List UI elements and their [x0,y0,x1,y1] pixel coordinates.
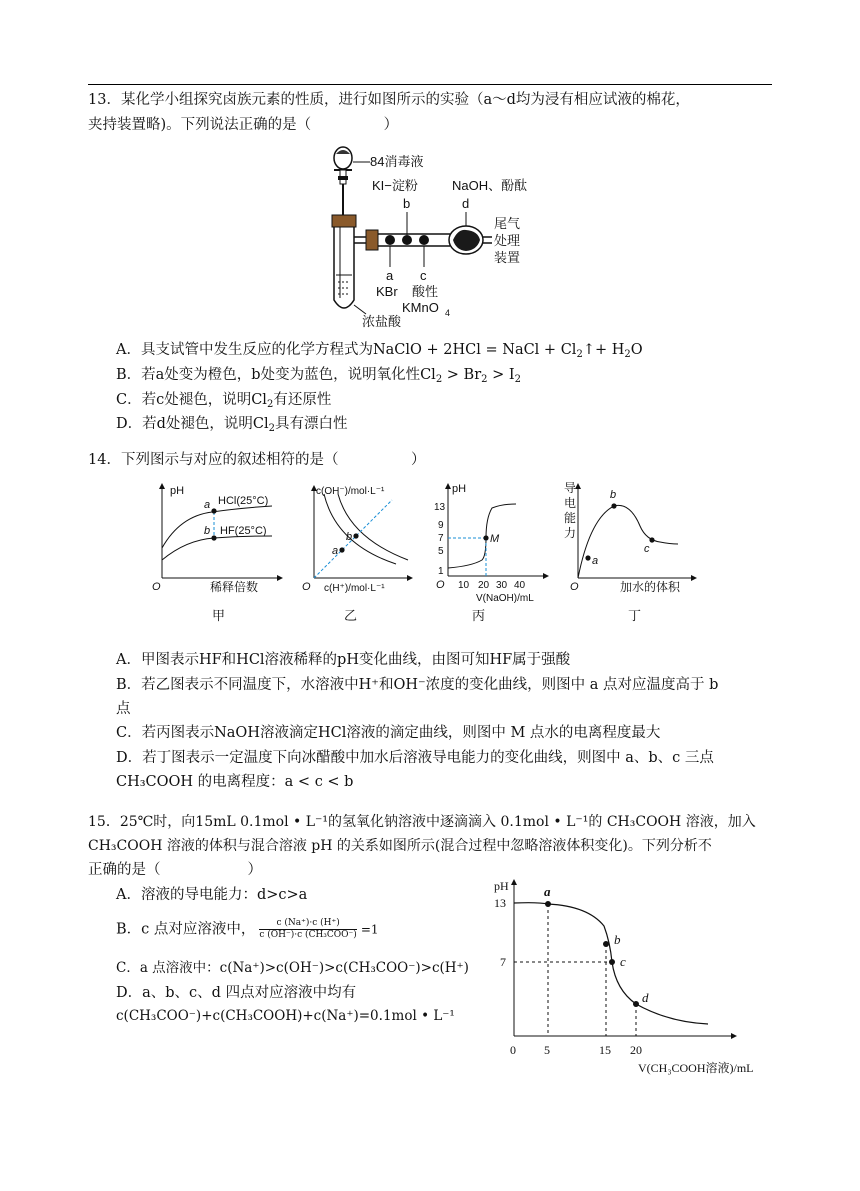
jia-hf-label: HF(25°C) [220,525,267,537]
q15-x0: 0 [510,1043,516,1057]
q15-option-c: C．a 点溶液中：c(Na⁺)>c(OH⁻)>c(CH₃COO⁻)>c(H⁺) [116,960,469,976]
jia-point-b: b [204,525,211,537]
header-rule [88,84,772,85]
label-ki-starch: KI−淀粉 [372,178,418,193]
q15-stem-line3: 正确的是（ ） [88,862,262,878]
ding-xlabel: 加水的体积 [620,580,681,594]
bing-y9: 9 [438,520,444,531]
label-kmno4: KMnO [402,300,439,315]
label-tail-2: 处理 [494,233,521,248]
q13-apparatus-figure [310,140,550,330]
q15-point-c: c [620,954,626,969]
q14-caption-ding: 丁 [628,609,642,624]
bing-origin: O [436,579,445,591]
label-kbr: KBr [376,284,398,299]
label-tail-3: 装置 [494,250,521,265]
q14-caption-yi: 乙 [344,609,358,624]
label-acidic: 酸性 [412,284,439,299]
q14-option-d-line2: CH₃COOH 的电离程度：a < c < b [116,774,354,790]
bing-x30: 30 [496,580,508,591]
q15-stem-line2: CH₃COOH 溶液的体积与混合溶液 pH 的关系如图所示(混合过程中忽略溶液体积变化)。下列分析不 [88,838,712,854]
q15-option-d-line2: c(CH₃COO⁻)+c(CH₃COOH)+c(Na⁺)=0.1mol • L⁻¹ [116,1008,455,1024]
q15-option-d-line1: D．a、b、c、d 四点对应溶液中均有 [116,985,357,1001]
q13-option-c: C．若c处褪色，说明$Cl_2$有还原性 [116,392,332,410]
label-84-disinfectant: 84消毒液 [370,154,424,169]
label-conc-hcl: 浓盐酸 [362,314,402,329]
label-b: b [403,196,411,211]
q15-y7: 7 [500,955,506,969]
q15-option-b: B．c 点对应溶液中， $\frac{c (Na^+)\cdot c (H^+)}{\text{c (OH⁻)·c (CH₃COO⁻)}}$ =1 [116,918,379,940]
q14-chart-bing [432,478,556,604]
yi-point-a: a [332,545,339,557]
yi-ylabel: c(OH⁻)/mol·L⁻¹ [316,486,385,497]
q13-stem-line2: 夹持装置略)。下列说法正确的是（ ） [88,117,399,133]
q13-stem-line1: 13．某化学小组探究卤族元素的性质，进行如图所示的实验（a～d均为浸有相应试液的棉花， [88,92,690,108]
bing-point-m: M [490,533,500,545]
q15-point-a: a [544,884,551,899]
q13-option-b: B．若a处变为橙色，b处变为蓝色，说明氧化性$Cl_2 > Br_2 > I_2$ [116,367,522,385]
bing-ylabel: pH [452,483,467,495]
q14-stem: 14．下列图示与对应的叙述相符的是（ ） [88,452,426,468]
q15-x5: 5 [544,1043,550,1057]
q14-caption-jia: 甲 [212,609,226,624]
label-kmno4-sub: 4 [445,308,451,318]
q14-chart-yi [300,478,420,598]
ding-point-c: c [644,543,650,555]
bing-y13: 13 [434,502,446,513]
q15-option-a: A．溶液的导电能力：d>c>a [116,887,308,903]
q14-option-b-line2: 点 [116,701,131,717]
ding-ylabel-1: 导 [564,481,577,495]
q14-caption-bing: 丙 [472,609,486,624]
q15-stem-line1: 15．25℃时，向15mL 0.1mol • L⁻¹的氢氧化钠溶液中逐滴滴入 0.1mol • L⁻¹的 CH₃COOH 溶液，加入 [88,814,756,830]
ding-point-b: b [610,489,617,501]
q14-option-b-line1: B．若乙图表示不同温度下，水溶液中H⁺和OH⁻浓度的变化曲线，则图中 a 点对应温度高于 b [116,677,719,693]
q14-chart-ding [560,478,700,598]
label-tail-1: 尾气 [494,216,521,231]
ding-point-a: a [592,555,599,567]
q14-chart-jia [150,478,290,598]
bing-y1: 1 [438,566,444,577]
ding-ylabel-4: 力 [564,526,577,540]
yi-point-b: b [346,531,353,543]
label-a: a [386,268,394,283]
bing-x10: 10 [458,580,470,591]
q13-option-a: A．具支试管中发生反应的化学方程式为NaClO + 2HCl = NaCl + $Cl_2↑+ H_2O$ [116,342,643,360]
label-d: d [462,196,470,211]
q14-option-c: C．若丙图表示NaOH溶液滴定HCl溶液的滴定曲线，则图中 M 点水的电离程度最大 [116,725,661,741]
ding-ylabel-2: 电 [564,496,577,510]
q14-option-a: A．甲图表示HF和HCl溶液稀释的pH变化曲线，由图可知HF属于强酸 [116,652,571,668]
q15-point-d: d [642,990,649,1005]
bing-x40: 40 [514,580,526,591]
q15-ph-chart [478,872,788,1077]
jia-point-a: a [204,499,211,511]
bing-xlabel: V(NaOH)/mL [476,593,534,604]
q15-x15: 15 [599,1043,611,1057]
q15-x20: 20 [630,1043,642,1057]
q13-option-d: D．若d处褪色，说明$Cl_2$具有漂白性 [116,416,348,434]
bing-x20: 20 [478,580,490,591]
ding-origin: O [570,581,579,593]
label-c: c [420,268,427,283]
q15-point-b: b [614,932,621,947]
bing-y5: 5 [438,546,444,557]
jia-xlabel: 稀释倍数 [210,580,259,594]
jia-ylabel: pH [170,485,185,497]
jia-hcl-label: HCl(25°C) [218,495,269,507]
q14-option-d-line1: D．若丁图表示一定温度下向冰醋酸中加水后溶液导电能力的变化曲线，则图中 a、b、c 三点 [116,750,714,766]
q15-y13: 13 [494,896,506,910]
label-naoh-phenolphthalein: NaOH、酚酞 [452,178,528,193]
jia-origin: O [152,581,161,593]
ding-ylabel-3: 能 [564,511,577,525]
bing-y7: 7 [438,533,444,544]
yi-xlabel: c(H⁺)/mol·L⁻¹ [324,583,385,594]
q15-xlabel: V(CH₃COOH溶液)/mL [638,1061,754,1075]
yi-origin: O [302,581,311,593]
q15-ylabel: pH [494,879,509,893]
